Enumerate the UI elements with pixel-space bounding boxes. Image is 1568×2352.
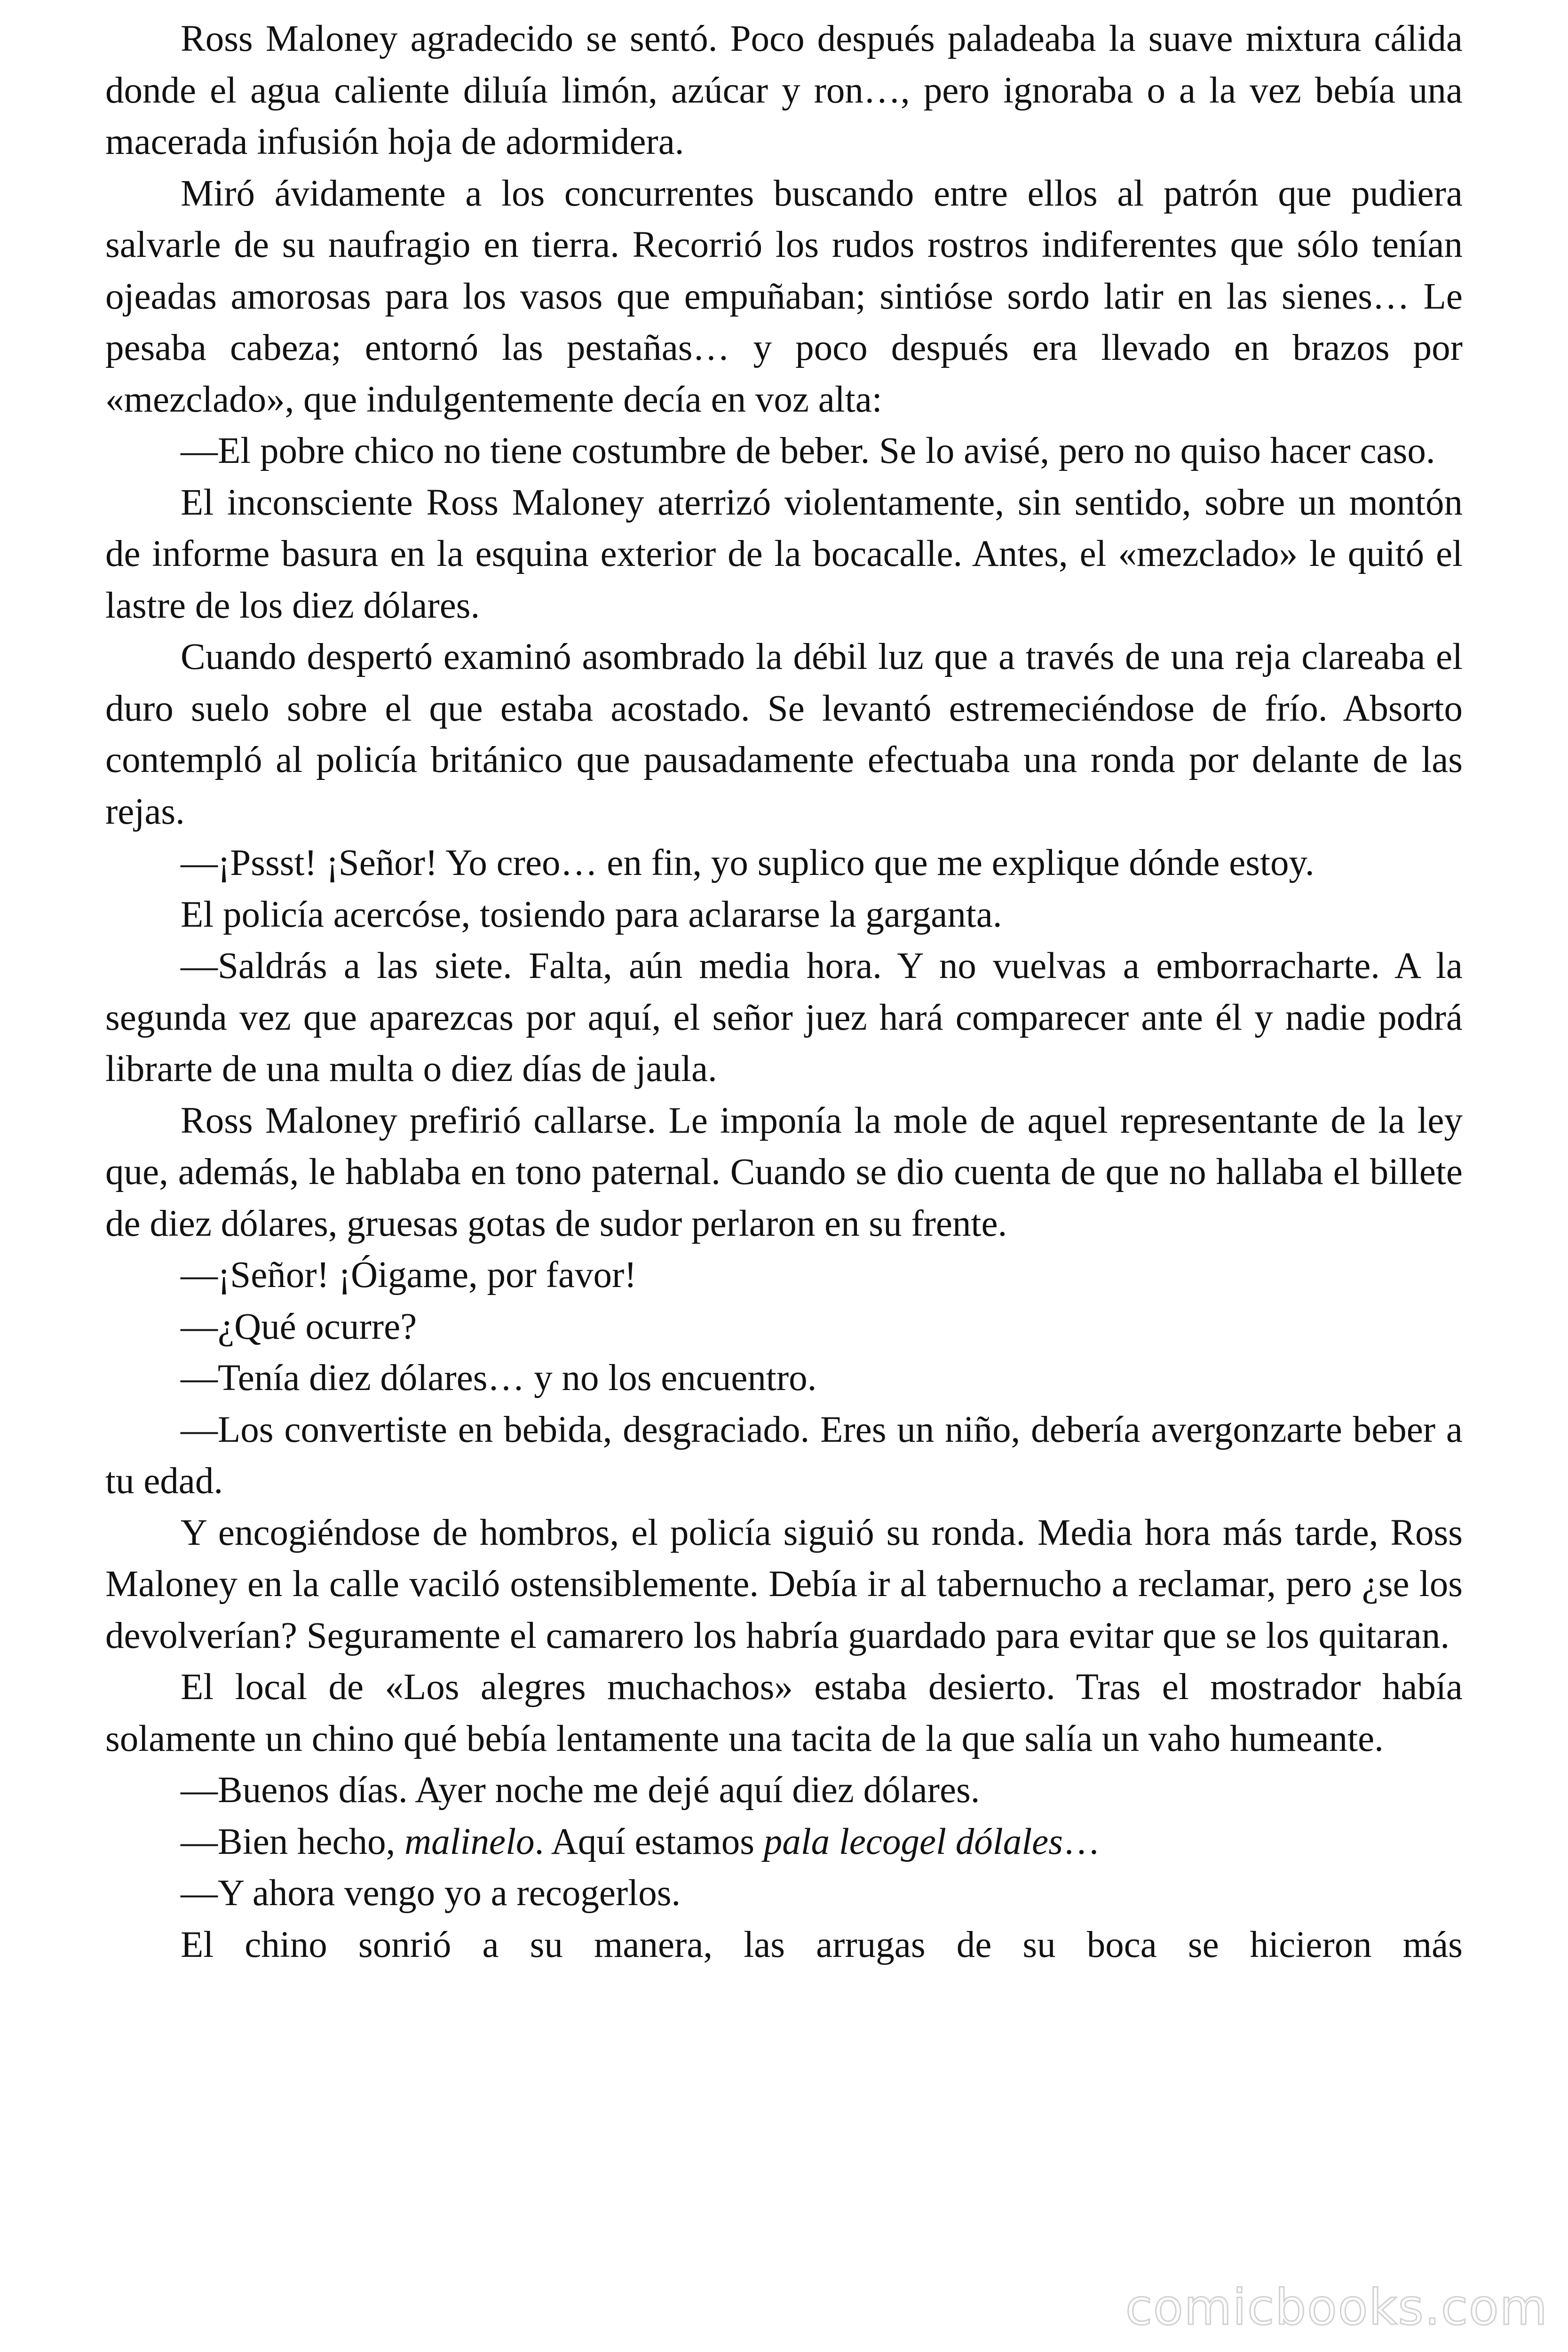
text-run: Cuando despertó examinó asombrado la débil luz que a través de una reja clareaba el duro suelo sobre el que estaba acostado. Se levantó estremeciéndose de frío. Absorto contempló al policía británico que pausadamente efectuaba una ronda por delante de las rejas. xyxy=(105,636,1463,832)
text-run: Ross Maloney prefirió callarse. Le imponía la mole de aquel representante de la ley que, además, le hablaba en tono paternal. Cuando se dio cuenta de que no hallaba el billete de diez dólares, gruesas gotas de sudor perlaron en su frente. xyxy=(105,1100,1463,1244)
paragraph xyxy=(105,1764,1463,1816)
paragraph xyxy=(105,1919,1463,1971)
text-run: —Buenos días. Ayer noche me dejé aquí diez dólares. xyxy=(181,1770,980,1811)
paragraph xyxy=(105,1352,1463,1404)
paragraph xyxy=(105,1867,1463,1919)
paragraph xyxy=(105,940,1463,1095)
paragraph xyxy=(105,631,1463,837)
text-run: Ross Maloney agradecido se sentó. Poco después paladeaba la suave mixtura cálida donde el agua caliente diluía limón, azúcar y ron…, pero ignoraba o a la vez bebía una macerada infusión hoja de adormidera. xyxy=(105,18,1463,162)
text-run: —Y ahora vengo yo a recogerlos. xyxy=(181,1873,681,1914)
paragraph xyxy=(105,1404,1463,1507)
text-run: —¿Qué ocurre? xyxy=(181,1306,417,1347)
text-run: El local de «Los alegres muchachos» estaba desierto. Tras el mostrador había solamente un chino qué bebía lentamente una tacita de la que salía un vaho humeante. xyxy=(105,1667,1463,1759)
italic-text: malinelo xyxy=(404,1821,535,1862)
text-run: —¡Señor! ¡Óigame, por favor! xyxy=(181,1255,637,1295)
text-run: —Saldrás a las siete. Falta, aún media hora. Y no vuelvas a emborracharte. A la segunda vez que aparezcas por aquí, el señor juez hará comparecer ante él y nadie podrá librarte de una multa o diez días de jaula. xyxy=(105,946,1463,1089)
text-run: —Bien hecho, xyxy=(181,1821,405,1862)
text-run: El policía acercóse, tosiendo para aclararse la garganta. xyxy=(181,894,1002,935)
paragraph xyxy=(105,1249,1463,1301)
text-run: —¡Pssst! ¡Señor! Yo creo… en fin, yo suplico que me explique dónde estoy. xyxy=(181,842,1315,883)
text-run: —Tenía diez dólares… y no los encuentro. xyxy=(181,1358,817,1398)
text-run: Y encogiéndose de hombros, el policía siguió su ronda. Media hora más tarde, Ross Maloney en la calle vaciló ostensiblemente. Debía ir al tabernucho a reclamar, pero ¿se los devolverían? Seguramente el camarero los habría guardado para evitar que se los quitaran. xyxy=(105,1512,1463,1656)
paragraph xyxy=(105,1661,1463,1764)
paragraph xyxy=(105,1816,1463,1868)
paragraph xyxy=(105,13,1463,168)
watermark: comicbooks.com xyxy=(1125,2279,1548,2336)
text-run: El inconsciente Ross Maloney aterrizó violentamente, sin sentido, sobre un montón de informe basura en la esquina exterior de la bocacalle. Antes, el «mezclado» le quitó el lastre de los diez dólares. xyxy=(105,482,1463,626)
paragraph xyxy=(105,1095,1463,1250)
paragraph xyxy=(105,425,1463,477)
paragraph xyxy=(105,1507,1463,1662)
text-run: . Aquí estamos xyxy=(534,1821,764,1862)
text-run: … xyxy=(1062,1821,1100,1862)
paragraph xyxy=(105,168,1463,426)
text-run: El chino sonrió a su manera, las arrugas de su boca se hicieron más xyxy=(181,1924,1463,1965)
italic-text: pala lecogel dólales xyxy=(763,1821,1063,1862)
paragraph xyxy=(105,477,1463,632)
text-run: —Los convertiste en bebida, desgraciado. Eres un niño, debería avergonzarte beber a tu edad. xyxy=(105,1409,1463,1502)
paragraph xyxy=(105,889,1463,941)
text-run: Miró ávidamente a los concurrentes buscando entre ellos al patrón que pudiera salvarle de su naufragio en tierra. Recorrió los rudos rostros indiferentes que sólo tenían ojeadas amorosas para los vasos que empuñaban; sintióse sordo latir en las sienes… Le pesaba cabeza; entornó las pestañas… y poco después era llevado en brazos por «mezclado», que indulgentemente decía en voz alta: xyxy=(105,173,1463,420)
book-page xyxy=(105,13,1463,1971)
paragraph xyxy=(105,837,1463,889)
text-run: —El pobre chico no tiene costumbre de beber. Se lo avisé, pero no quiso hacer caso. xyxy=(181,430,1435,471)
paragraph xyxy=(105,1301,1463,1353)
